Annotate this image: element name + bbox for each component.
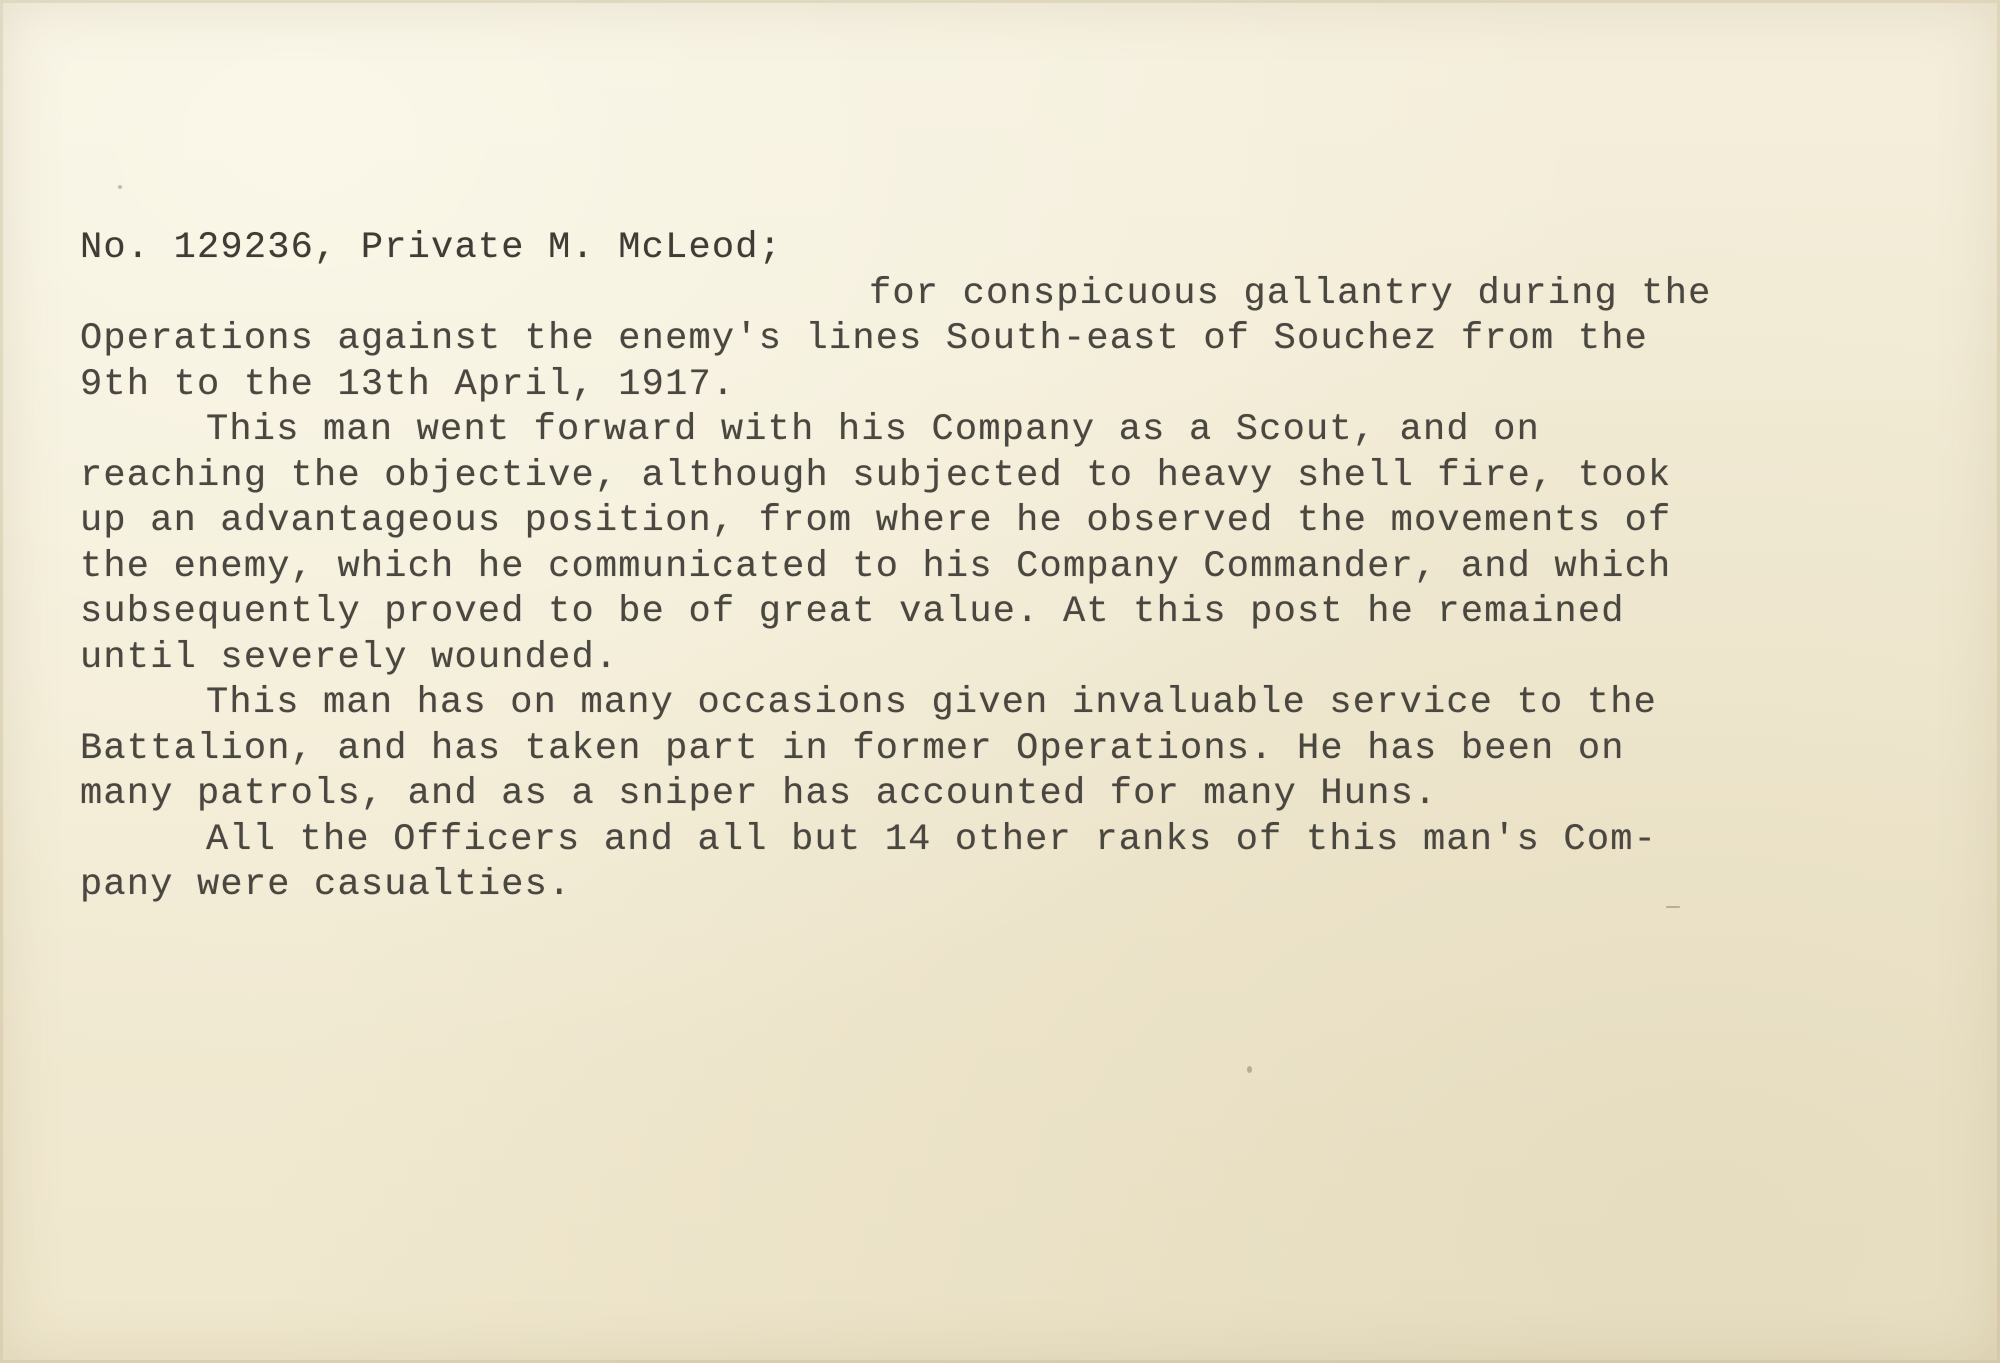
text-line: many patrols, and as a sniper has accounted for many Huns. [80,773,1438,815]
paper-speck [1247,1066,1252,1073]
text-line: This man has on many occasions given invaluable service to the [206,682,1658,724]
text-line: All the Officers and all but 14 other ranks of this man's Com- [206,818,1658,861]
text-line: pany were casualties. [80,864,572,906]
text-line: Operations against the enemy's lines South-east of Souchez from the [80,318,1649,360]
paper-speck [118,185,122,189]
text-line: subsequently proved to be of great value. At this post he remained [80,591,1625,633]
text-line: This man went forward with his Company as a Scout, and on [206,409,1541,451]
text-line: Battalion, and has taken part in former Operations. He has been on [80,727,1625,770]
text-line: up an advantageous position, from where he observed the movements of [80,500,1672,542]
text-line: 9th to the 13th April, 1917. [80,363,736,406]
text-line: for conspicuous gallantry during the [869,272,1712,315]
citation-heading: No. 129236, Private M. McLeod; [80,227,783,269]
typed-text-block [80,226,1960,909]
text-line: reaching the objective, although subjected to heavy shell fire, took [80,454,1672,497]
text-line: until severely wounded. [80,636,619,679]
text-line: the enemy, which he communicated to his Company Commander, and which [80,545,1672,588]
